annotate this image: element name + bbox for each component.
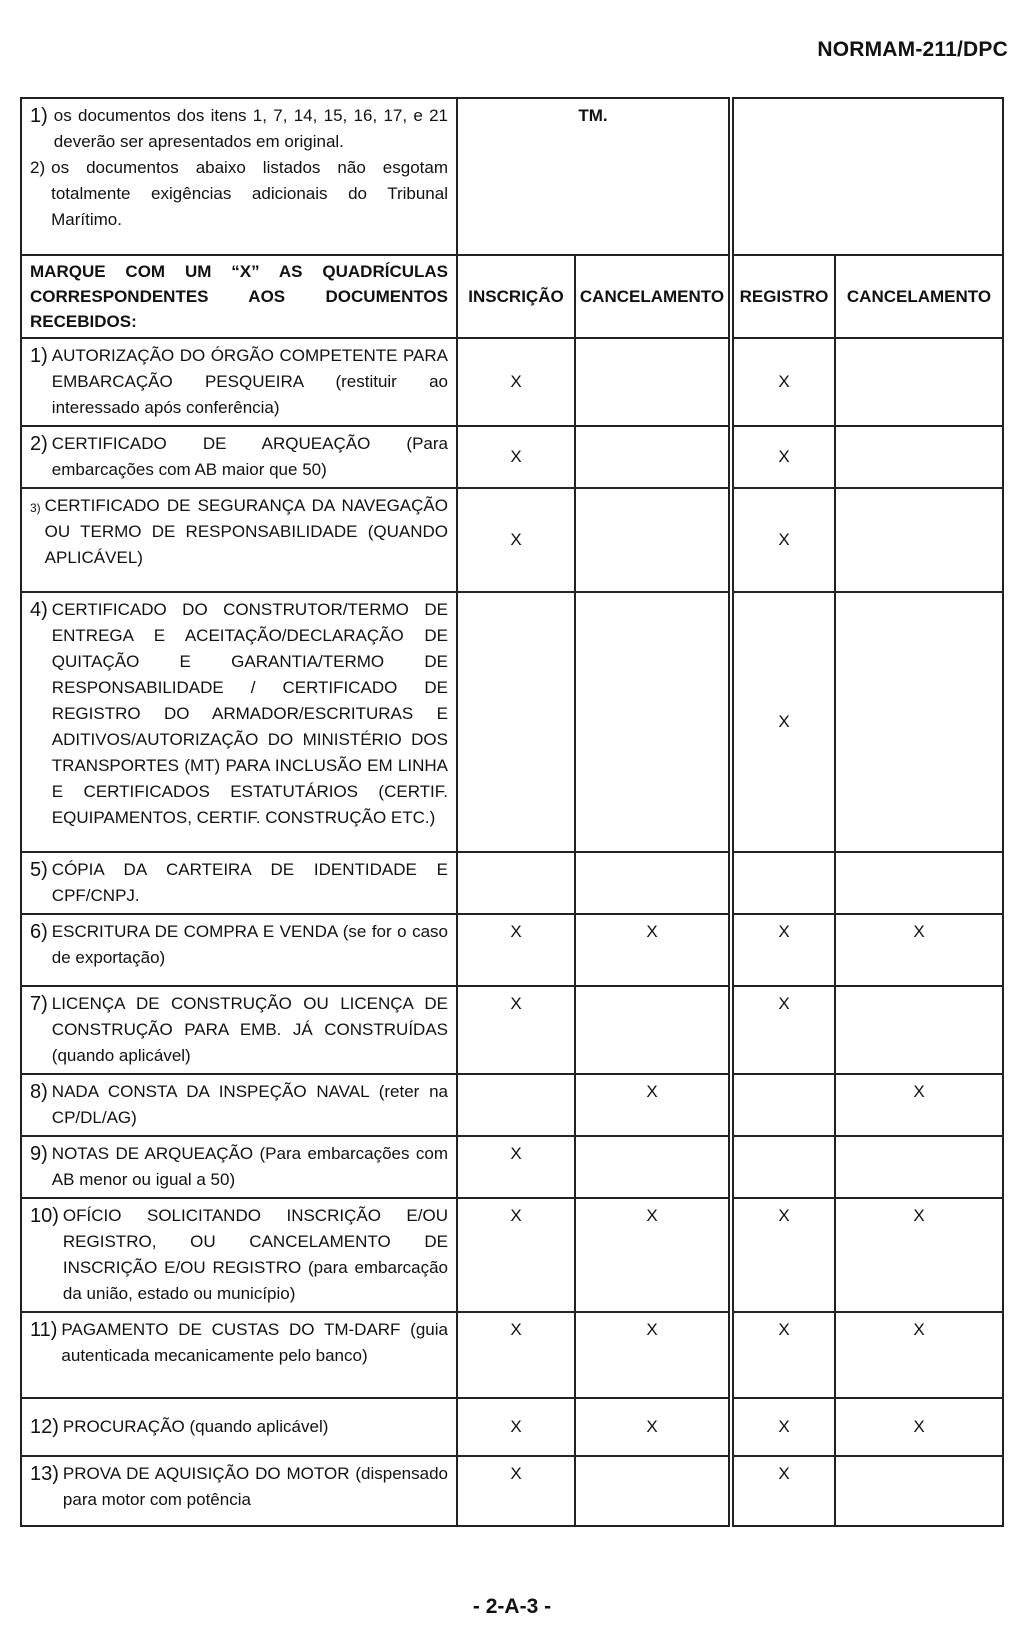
mark-cell[interactable]: X: [835, 1198, 1003, 1312]
mark-cell[interactable]: X: [457, 488, 575, 592]
item-number: 7): [30, 993, 48, 1015]
table-row: [21, 1136, 1003, 1198]
item-cell: [21, 1074, 457, 1136]
item-cell: [21, 338, 457, 426]
mark-cell[interactable]: X: [457, 986, 575, 1074]
item-number: 3): [30, 501, 41, 515]
mark-cell[interactable]: X: [457, 1312, 575, 1398]
mark-cell[interactable]: X: [457, 1456, 575, 1526]
item-cell: [21, 914, 457, 986]
mark-cell[interactable]: X: [457, 338, 575, 426]
table-row: [21, 1074, 1003, 1136]
mark-cell[interactable]: X: [731, 1398, 835, 1456]
note-number: 1): [30, 105, 48, 127]
note-number: 2): [30, 158, 46, 177]
item-number: 12): [30, 1416, 59, 1438]
item-number: 4): [30, 599, 48, 621]
mark-cell[interactable]: X: [835, 1312, 1003, 1398]
mark-cell[interactable]: [835, 852, 1003, 914]
mark-cell[interactable]: [731, 1136, 835, 1198]
item-text: PROCURAÇÃO (quando aplicável): [62, 1417, 329, 1436]
table-row: [21, 338, 1003, 426]
mark-cell[interactable]: [835, 338, 1003, 426]
document-code: NORMAM-211/DPC: [817, 38, 1008, 61]
item-text: LICENÇA DE CONSTRUÇÃO OU LICENÇA DE CONSTRUÇÃO PARA EMB. JÁ CONSTRUÍDAS (quando aplicável): [51, 994, 448, 1065]
item-text: ESCRITURA DE COMPRA E VENDA (se for o caso de exportação): [51, 922, 448, 967]
mark-cell[interactable]: [575, 592, 731, 852]
mark-cell[interactable]: X: [575, 1074, 731, 1136]
mark-cell[interactable]: X: [457, 426, 575, 488]
mark-cell[interactable]: [575, 852, 731, 914]
table-row: [21, 488, 1003, 592]
item-number: 1): [30, 345, 48, 367]
item-cell: [21, 1136, 457, 1198]
item-number: 6): [30, 921, 48, 943]
mark-cell[interactable]: X: [457, 914, 575, 986]
column-cancelamento-registro: CANCELAMENTO: [835, 255, 1003, 338]
mark-cell[interactable]: X: [731, 488, 835, 592]
item-cell: [21, 852, 457, 914]
item-text: CERTIFICADO DO CONSTRUTOR/TERMO DE ENTREGA E ACEITAÇÃO/DECLARAÇÃO DE QUITAÇÃO E GARANTIA/TERMO DE RESPONSABILIDADE / CERTIFICADO DE REGISTRO DO ARMADOR/ESCRITURAS E ADITIVOS/AUTORIZAÇÃO DO MINISTÉRIO DOS TRANSPORTES (MT) PARA INCLUSÃO EM LINHA E CERTIFICADOS ESTATUTÁRIOS (CERTIF. EQUIPAMENTOS, CERTIF. CONSTRUÇÃO ETC.): [51, 600, 448, 827]
mark-cell[interactable]: X: [731, 1312, 835, 1398]
item-number: 11): [30, 1319, 58, 1341]
tm-label: TM.: [578, 106, 608, 125]
instruction-header: MARQUE COM UM “X” AS QUADRÍCULAS CORRESPONDENTES AOS DOCUMENTOS RECEBIDOS:: [21, 255, 457, 338]
mark-cell[interactable]: X: [457, 1136, 575, 1198]
mark-cell[interactable]: [457, 852, 575, 914]
item-number: 10): [30, 1205, 59, 1227]
column-header-row: [21, 255, 1003, 338]
item-text: NADA CONSTA DA INSPEÇÃO NAVAL (reter na CP/DL/AG): [51, 1082, 448, 1127]
mark-cell[interactable]: [731, 1074, 835, 1136]
item-text: OFÍCIO SOLICITANDO INSCRIÇÃO E/OU REGISTRO, OU CANCELAMENTO DE INSCRIÇÃO E/OU REGISTRO (para embarcação da união, estado ou município): [62, 1206, 448, 1303]
note-1: [30, 103, 448, 155]
item-number: 9): [30, 1143, 48, 1165]
mark-cell[interactable]: [575, 986, 731, 1074]
mark-cell[interactable]: X: [731, 426, 835, 488]
item-cell: [21, 426, 457, 488]
mark-cell[interactable]: X: [457, 1198, 575, 1312]
mark-cell[interactable]: X: [731, 1456, 835, 1526]
table-row: [21, 592, 1003, 852]
mark-cell[interactable]: X: [457, 1398, 575, 1456]
documents-checklist-table: [20, 97, 1004, 1527]
item-number: 5): [30, 859, 48, 881]
mark-cell[interactable]: [835, 592, 1003, 852]
mark-cell[interactable]: X: [731, 914, 835, 986]
mark-cell[interactable]: [457, 592, 575, 852]
mark-cell[interactable]: X: [731, 592, 835, 852]
column-registro: REGISTRO: [731, 255, 835, 338]
mark-cell[interactable]: [575, 338, 731, 426]
item-text: PAGAMENTO DE CUSTAS DO TM-DARF (guia autenticada mecanicamente pelo banco): [61, 1320, 448, 1365]
mark-cell[interactable]: [575, 1456, 731, 1526]
mark-cell[interactable]: [835, 1136, 1003, 1198]
column-cancelamento-tm: CANCELAMENTO: [575, 255, 731, 338]
mark-cell[interactable]: [835, 488, 1003, 592]
item-cell: [21, 1312, 457, 1398]
item-text: CÓPIA DA CARTEIRA DE IDENTIDADE E CPF/CNPJ.: [51, 860, 448, 905]
mark-cell[interactable]: [835, 1456, 1003, 1526]
mark-cell[interactable]: X: [575, 1398, 731, 1456]
item-text: AUTORIZAÇÃO DO ÓRGÃO COMPETENTE PARA EMBARCAÇÃO PESQUEIRA (restituir ao interessado após conferência): [51, 346, 448, 417]
mark-cell[interactable]: X: [731, 338, 835, 426]
item-text: NOTAS DE ARQUEAÇÃO (Para embarcações com AB menor ou igual a 50): [51, 1144, 448, 1189]
item-number: 2): [30, 433, 48, 455]
item-text: CERTIFICADO DE SEGURANÇA DA NAVEGAÇÃO OU TERMO DE RESPONSABILIDADE (QUANDO APLICÁVEL): [44, 496, 448, 567]
item-cell: [21, 592, 457, 852]
notes-cell: [21, 98, 457, 255]
mark-cell[interactable]: [457, 1074, 575, 1136]
mark-cell[interactable]: X: [575, 1312, 731, 1398]
mark-cell[interactable]: [575, 488, 731, 592]
mark-cell[interactable]: X: [835, 1398, 1003, 1456]
item-cell: [21, 488, 457, 592]
note-text: os documentos dos itens 1, 7, 14, 15, 16, 17, e 21 deverão ser apresentados em original.: [53, 106, 448, 151]
column-inscricao: INSCRIÇÃO: [457, 255, 575, 338]
mark-cell[interactable]: [835, 426, 1003, 488]
page-number: - 2-A-3 -: [472, 1595, 552, 1618]
item-number: 8): [30, 1081, 48, 1103]
item-cell: [21, 986, 457, 1074]
note-2: [30, 155, 448, 233]
item-text: CERTIFICADO DE ARQUEAÇÃO (Para embarcações com AB maior que 50): [51, 434, 448, 479]
item-cell: [21, 1198, 457, 1312]
table-row: [21, 986, 1003, 1074]
mark-cell[interactable]: X: [835, 914, 1003, 986]
notes-row: [21, 98, 1003, 255]
table-row: [21, 1312, 1003, 1398]
mark-cell[interactable]: [835, 986, 1003, 1074]
item-cell: [21, 1398, 457, 1456]
item-text: PROVA DE AQUISIÇÃO DO MOTOR (dispensado para motor com potência: [62, 1464, 448, 1509]
mark-cell[interactable]: X: [731, 1198, 835, 1312]
table-row: [21, 852, 1003, 914]
table-row: [21, 1456, 1003, 1526]
note-text: os documentos abaixo listados não esgotam totalmente exigências adicionais do Tribunal Marítimo.: [51, 158, 448, 229]
mark-cell[interactable]: X: [835, 1074, 1003, 1136]
tm-cell: [457, 98, 731, 255]
mark-cell[interactable]: [575, 1136, 731, 1198]
mark-cell[interactable]: X: [575, 1198, 731, 1312]
table-row: [21, 426, 1003, 488]
notes-empty-cell: [731, 98, 1003, 255]
table-row: [21, 914, 1003, 986]
item-number: 13): [30, 1463, 59, 1485]
mark-cell[interactable]: [575, 426, 731, 488]
mark-cell[interactable]: [731, 852, 835, 914]
table-row: [21, 1398, 1003, 1456]
item-cell: [21, 1456, 457, 1526]
mark-cell[interactable]: X: [575, 914, 731, 986]
table-row: [21, 1198, 1003, 1312]
mark-cell[interactable]: X: [731, 986, 835, 1074]
